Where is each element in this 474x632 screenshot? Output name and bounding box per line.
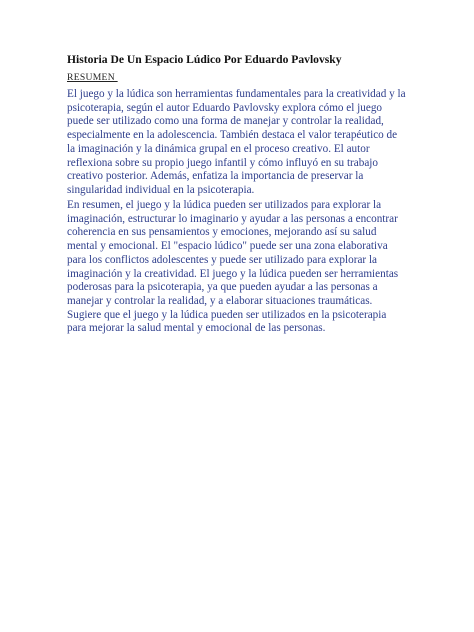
summary-paragraph-1 <box>67 88 412 198</box>
paragraph-line: para los conflictos adolescentes y puede ser utilizado para explorar la <box>67 253 378 266</box>
paragraph-line: reflexiona sobre su propio juego infantil y cómo influyó en su trabajo <box>67 156 378 169</box>
paragraph-line: poderosas para la psicoterapia, ya que pueden ayudar a las personas a <box>67 281 378 294</box>
paragraph-line: imaginación y la creatividad. El juego y la lúdica pueden ser herramientas <box>67 267 399 280</box>
document-title: Historia De Un Espacio Lúdico Por Eduardo Pavlovsky <box>67 53 342 66</box>
summary-paragraph-2 <box>67 199 412 336</box>
paragraph-line: manejar y controlar la realidad, y a elaborar situaciones traumáticas. <box>67 294 373 307</box>
section-label-resumen: RESUMEN <box>67 72 118 83</box>
paragraph-line: coherencia en sus pensamientos y emociones, mejorando así su salud <box>67 226 377 239</box>
paragraph-line: puede ser utilizado como una forma de manejar y controlar la realidad, <box>67 115 384 128</box>
paragraph-line: para mejorar la salud mental y emocional de las personas. <box>67 322 326 335</box>
paragraph-line: especialmente en la adolescencia. También destaca el valor terapéutico de <box>67 129 398 142</box>
paragraph-line: Sugiere que el juego y la lúdica pueden ser utilizados en la psicoterapia <box>67 308 387 321</box>
paragraph-line: psicoterapia, según el autor Eduardo Pavlovsky explora cómo el juego <box>67 101 383 114</box>
paragraph-line: imaginación, estructurar lo imaginario y ayudar a las personas a encontrar <box>67 212 398 225</box>
paragraph-line: El juego y la lúdica son herramientas fundamentales para la creatividad y la <box>67 88 406 100</box>
paragraph-line: mental y emocional. El "espacio lúdico" puede ser una zona elaborativa <box>67 240 388 253</box>
paragraph-line: creativo posterior. Además, enfatiza la importancia de preservar la <box>67 170 364 183</box>
paragraph-line: singularidad individual en la psicoterapia. <box>67 183 255 196</box>
paragraph-line: En resumen, el juego y la lúdica pueden ser utilizados para explorar la <box>67 199 382 211</box>
paragraph-line: la imaginación y la dinámica grupal en el proceso creativo. El autor <box>67 142 370 155</box>
